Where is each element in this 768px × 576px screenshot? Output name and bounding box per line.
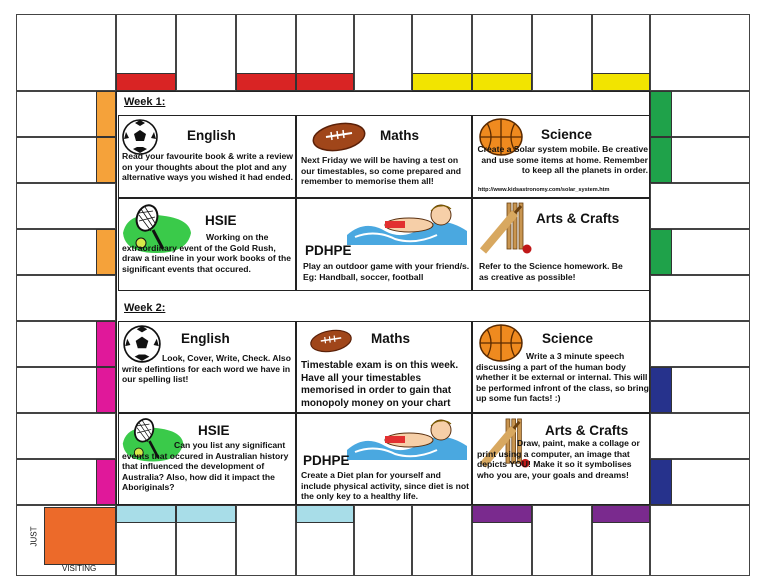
color-strip-green (650, 229, 672, 275)
hsie-title: HSIE (205, 213, 237, 228)
color-strip-red (116, 73, 176, 91)
color-strip-red (296, 73, 354, 91)
english-title: English (187, 128, 236, 143)
pdhpe-tile-week-2 (296, 413, 472, 505)
english-title-week-2: English (181, 331, 230, 346)
board-space (16, 275, 116, 321)
pdhpe-text: Play an outdoor game with your friend/s. Eg: Handball, soccer, football (303, 261, 470, 282)
board-space (650, 275, 750, 321)
color-strip-light-blue (116, 505, 176, 523)
color-strip-purple (592, 505, 650, 523)
english-text-week-2: Look, Cover, Write, Check. Also write defintions for each word we have in our spelling list! (122, 353, 291, 385)
maths-text-week-2: Timestable exam is on this week. Have all your timestables memorised in order to gain that monopoly money on your chart (301, 360, 459, 409)
science-text: Create a Solar system mobile. Be creative and use some items at home. Remember to keep all the planets in order. (477, 144, 648, 176)
week-1-heading: Week 1: (124, 96, 166, 108)
board-space (354, 505, 412, 576)
science-link[interactable]: http://www.kidsastronomy.com/solar_system.htm (478, 187, 610, 193)
color-strip-red (236, 73, 296, 91)
color-strip-yellow (592, 73, 650, 91)
board-space (236, 505, 296, 576)
board-space (354, 14, 412, 91)
swimmer-icon (345, 201, 469, 247)
maths-title: Maths (380, 128, 420, 143)
english-tile (118, 115, 296, 198)
visiting-label: VISITING (62, 564, 97, 573)
board-space (532, 14, 592, 91)
arts-crafts-title-week-2: Arts & Crafts (545, 423, 629, 438)
board-space (650, 14, 750, 91)
arts-crafts-tile-week-2 (472, 413, 650, 505)
color-strip-yellow (412, 73, 472, 91)
maths-tile (296, 115, 472, 198)
week-2-heading: Week 2: (124, 302, 166, 314)
board-space (650, 183, 750, 229)
hsie-text: Working on the extraordinary event of the Gold Rush, draw a timeline in your work books of the significant events that occured. (122, 232, 292, 274)
just-label: JUST (29, 526, 39, 547)
maths-tile-week-2 (296, 321, 472, 413)
english-text: Read your favourite book & write a review on your thoughts about the plot and any alternative ways you wished it had ended. (122, 151, 293, 183)
arts-crafts-tile (472, 198, 650, 291)
science-tile-week-2 (472, 321, 650, 413)
board-space (16, 183, 116, 229)
english-tile-week-2 (118, 321, 296, 413)
jail-square (44, 507, 116, 565)
science-title: Science (541, 127, 593, 142)
science-text-week-2: Write a 3 minute speech discussing a part of the human body whether it be external or internal. This will be performed infront of the class, so bring up some fun facts! :) (476, 351, 649, 404)
color-strip-light-blue (296, 505, 354, 523)
hsie-title-week-2: HSIE (198, 423, 230, 438)
board-space (532, 505, 592, 576)
board-space (176, 14, 236, 91)
color-strip-navy (650, 459, 672, 505)
color-strip-navy (650, 367, 672, 413)
science-title-week-2: Science (542, 331, 594, 346)
color-strip-orange (96, 229, 116, 275)
maths-text: Next Friday we will be having a test on our timestables, so come prepared and remember to memorise them all! (301, 155, 461, 187)
football-icon (311, 122, 367, 152)
color-strip-orange (96, 91, 116, 137)
color-strip-purple (472, 505, 532, 523)
pdhpe-text-week-2: Create a Diet plan for yourself and include physical activity, since diet is not the only key to a healthy life. (301, 470, 469, 502)
board-space (412, 505, 472, 576)
color-strip-magenta (96, 367, 116, 413)
arts-crafts-title: Arts & Crafts (536, 211, 620, 226)
hsie-text-week-2: Can you list any significant events that occured in Australian history that influenced the development of Australia? Also, how did it impact the Aboriginals? (122, 440, 289, 493)
pdhpe-tile (296, 198, 472, 291)
arts-crafts-text-week-2: Draw, paint, make a collage or print using a computer, an image that depicts YOU! Make it so it symbolises who you are, your goals and dreams! (477, 438, 640, 480)
color-strip-magenta (96, 321, 116, 367)
color-strip-magenta (96, 459, 116, 505)
hsie-tile (118, 198, 296, 291)
science-tile (472, 115, 650, 198)
pdhpe-title-week-2: PDHPE (303, 453, 350, 468)
color-strip-green (650, 91, 672, 137)
color-strip-orange (96, 137, 116, 183)
football-icon (309, 328, 353, 354)
color-strip-yellow (472, 73, 532, 91)
pdhpe-title: PDHPE (305, 243, 352, 258)
board-space (650, 321, 750, 367)
maths-title-week-2: Maths (371, 331, 411, 346)
board-space (650, 505, 750, 576)
hsie-tile-week-2 (118, 413, 296, 505)
arts-crafts-text: Refer to the Science homework. Be as creative as possible! (479, 261, 623, 282)
board-space (16, 14, 116, 91)
board-space (16, 413, 116, 459)
swimmer-icon (345, 416, 469, 462)
color-strip-green (650, 137, 672, 183)
color-strip-light-blue (176, 505, 236, 523)
board-space (650, 413, 750, 459)
cricket-icon (477, 201, 537, 255)
